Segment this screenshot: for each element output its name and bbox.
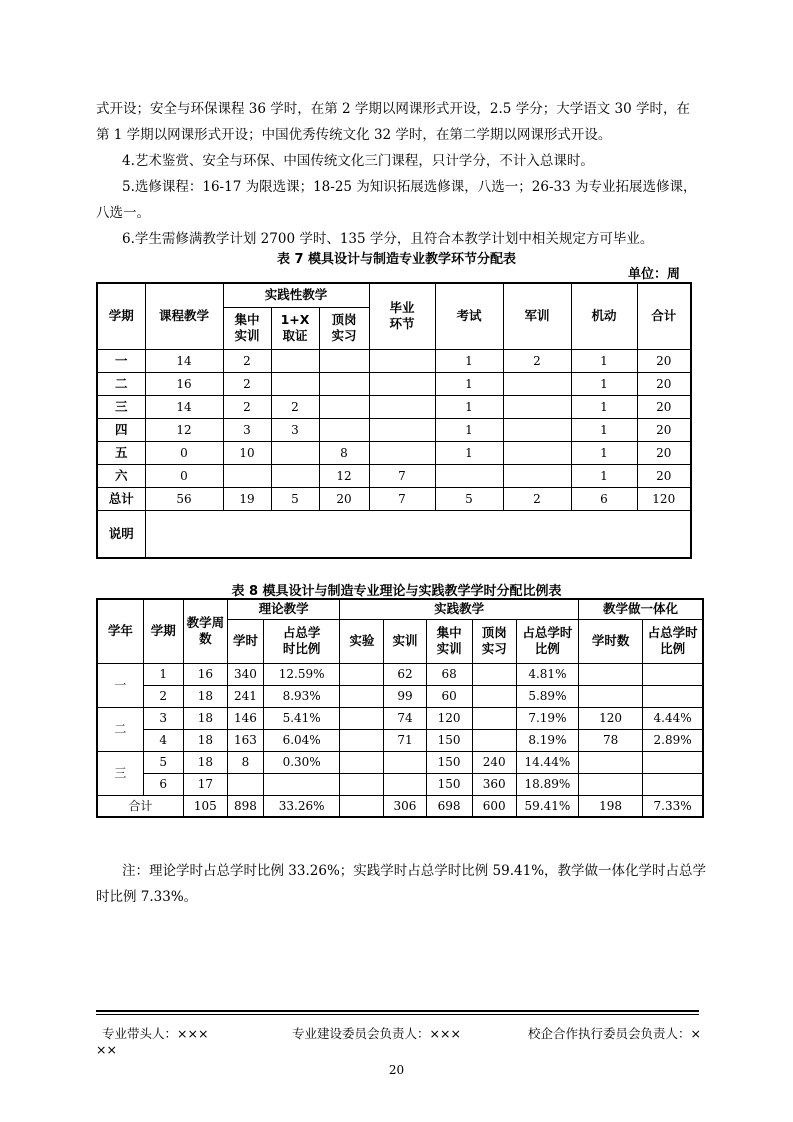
t8-cell: 18 [183, 729, 227, 751]
footer-rule [96, 1010, 699, 1012]
t7-cell: 20 [637, 372, 691, 395]
t7-cell: 1 [435, 418, 503, 441]
t7-cell: 12 [145, 418, 223, 441]
paragraph-line: 式开设；安全与环保课程 36 学时，在第 2 学期以网课形式开设，2.5 学分；大学语文 30 学时，在 [96, 101, 690, 117]
t7-header-term: 学期 [97, 283, 145, 349]
t8-cell [264, 773, 340, 795]
t8-header-theory: 理论教学 [227, 599, 339, 619]
footer-school: 校企合作执行委员会负责人：× [528, 1026, 701, 1041]
t8-cell: 150 [426, 773, 472, 795]
t8-cell: 74 [384, 707, 426, 729]
t7-cell [271, 349, 319, 372]
t7-note-label: 说明 [97, 510, 145, 558]
t8-cell [579, 751, 643, 773]
t8-total-cell: 198 [579, 795, 643, 817]
t7-cell [319, 349, 369, 372]
footer-committee: 专业建设委员会负责人：××× [292, 1026, 461, 1041]
t8-cell: 18 [183, 751, 227, 773]
table7-unit: 单位：周 [628, 267, 681, 282]
t7-cell: 20 [637, 395, 691, 418]
t8-header-practice: 实践教学 [340, 599, 579, 619]
t7-header-grad: 毕业 环节 [369, 283, 435, 349]
t7-cell: 7 [369, 487, 435, 510]
table8-caption: 表 8 模具设计与制造专业理论与实践教学学时分配比例表 [231, 584, 562, 599]
paragraph-line: 八选一。 [96, 205, 150, 221]
t7-header-internship: 顶岗 实习 [319, 307, 369, 349]
t7-cell: 5 [271, 487, 319, 510]
t8-cell [643, 751, 703, 773]
t7-note-content [145, 510, 691, 558]
t8-cell [340, 729, 384, 751]
t8-cell [579, 663, 643, 685]
t7-cell: 1 [571, 349, 637, 372]
t8-cell: 241 [227, 685, 263, 707]
t7-header-military: 军训 [503, 283, 571, 349]
t8-cell: 120 [579, 707, 643, 729]
t8-cell: 62 [384, 663, 426, 685]
t7-cell [271, 372, 319, 395]
t7-cell: 20 [319, 487, 369, 510]
t8-cell: 5.41% [264, 707, 340, 729]
table8-row [97, 729, 703, 751]
t7-cell [319, 372, 369, 395]
t8-cell: 68 [426, 663, 472, 685]
t8-cell: 7.19% [516, 707, 578, 729]
t7-cell: 8 [319, 441, 369, 464]
t8-header-hours: 学时 [227, 619, 263, 663]
table7-row [97, 418, 691, 441]
t8-cell [579, 773, 643, 795]
t8-total-cell: 898 [227, 795, 263, 817]
t7-cell: 2 [271, 395, 319, 418]
t8-cell: 12.59% [264, 663, 340, 685]
t7-cell [319, 418, 369, 441]
t8-cell [340, 773, 384, 795]
table7-row [97, 349, 691, 372]
t8-cell: 150 [426, 751, 472, 773]
t7-cell: 1 [571, 418, 637, 441]
t8-cell: 6 [143, 773, 183, 795]
t7-cell: 2 [223, 395, 271, 418]
t7-cell: 3 [271, 418, 319, 441]
t8-header-experiment: 实验 [340, 619, 384, 663]
t7-row-term: 四 [97, 418, 145, 441]
t8-header-integrated: 教学做一体化 [579, 599, 704, 619]
t8-cell: 2.89% [643, 729, 703, 751]
note-line: 时比例 7.33%。 [96, 889, 198, 905]
t7-cell [369, 349, 435, 372]
t7-cell: 14 [145, 349, 223, 372]
table8-row [97, 773, 703, 795]
t7-cell [435, 464, 503, 487]
t8-year: 一 [97, 663, 143, 707]
t7-header-flex: 机动 [571, 283, 637, 349]
t8-total-cell: 59.41% [516, 795, 578, 817]
t8-cell: 5.89% [516, 685, 578, 707]
t7-cell: 2 [223, 349, 271, 372]
t8-total-cell: 600 [472, 795, 516, 817]
t8-cell: 2 [143, 685, 183, 707]
table7-row [97, 395, 691, 418]
t7-cell: 1 [571, 395, 637, 418]
t8-cell: 146 [227, 707, 263, 729]
t8-cell [472, 663, 516, 685]
t7-cell: 1 [571, 441, 637, 464]
t8-cell: 8.19% [516, 729, 578, 751]
t8-cell [340, 663, 384, 685]
t7-cell: 3 [223, 418, 271, 441]
t7-cell: 10 [223, 441, 271, 464]
t7-row-term: 总计 [97, 487, 145, 510]
t8-header-year: 学年 [97, 599, 143, 663]
t7-cell [369, 418, 435, 441]
t7-cell: 2 [223, 372, 271, 395]
t7-row-term: 六 [97, 464, 145, 487]
t7-cell: 20 [637, 418, 691, 441]
t7-cell: 6 [571, 487, 637, 510]
t7-cell: 16 [145, 372, 223, 395]
t8-cell: 99 [384, 685, 426, 707]
t7-cell [503, 441, 571, 464]
t8-cell [340, 685, 384, 707]
note-line: 注：理论学时占总学时比例 33.26%；实践学时占总学时比例 59.41%，教学做一体化学时占总学 [122, 863, 707, 879]
table7-row [97, 441, 691, 464]
t7-cell: 2 [503, 349, 571, 372]
t8-cell: 16 [183, 663, 227, 685]
t7-cell [503, 395, 571, 418]
table8 [96, 598, 704, 818]
table7-row [97, 464, 691, 487]
t8-year: 二 [97, 707, 143, 751]
t8-cell: 18 [183, 685, 227, 707]
t7-header-1x: 1+X 取证 [271, 307, 319, 349]
t8-cell [579, 685, 643, 707]
table7-row [97, 487, 691, 510]
t7-cell: 20 [637, 441, 691, 464]
t8-cell: 5 [143, 751, 183, 773]
t7-row-term: 二 [97, 372, 145, 395]
t8-cell: 78 [579, 729, 643, 751]
footer-school-wrap: ×× [96, 1042, 117, 1057]
t8-year: 三 [97, 751, 143, 795]
t7-cell: 1 [435, 441, 503, 464]
t8-cell: 4.44% [643, 707, 703, 729]
t8-cell [643, 685, 703, 707]
t8-total-cell [340, 795, 384, 817]
footer-rule-thin [96, 1014, 699, 1015]
t7-row-term: 五 [97, 441, 145, 464]
t8-cell: 18 [183, 707, 227, 729]
t8-header-practice-ratio: 占总学时 比例 [516, 619, 578, 663]
t8-cell [227, 773, 263, 795]
t7-cell [223, 464, 271, 487]
t8-cell: 120 [426, 707, 472, 729]
t7-cell: 1 [571, 464, 637, 487]
t8-header-concentrated: 集中 实训 [426, 619, 472, 663]
table7-row [97, 372, 691, 395]
t8-cell [384, 773, 426, 795]
t8-cell: 8.93% [264, 685, 340, 707]
t8-header-training: 实训 [384, 619, 426, 663]
t7-row-term: 三 [97, 395, 145, 418]
t8-header-weeks: 教学周 数 [183, 599, 227, 663]
t7-cell: 1 [571, 372, 637, 395]
page-number: 20 [388, 1063, 405, 1077]
table8-row [97, 685, 703, 707]
paragraph-line: 4.艺术鉴赏、安全与环保、中国传统文化三门课程，只计学分，不计入总课时。 [122, 153, 594, 169]
t8-header-integrated-hours: 学时数 [579, 619, 643, 663]
t7-cell [369, 395, 435, 418]
t8-total-cell: 105 [183, 795, 227, 817]
t7-cell [503, 418, 571, 441]
t7-cell: 2 [503, 487, 571, 510]
t8-cell: 360 [472, 773, 516, 795]
t7-cell [271, 441, 319, 464]
t7-cell: 1 [435, 395, 503, 418]
t7-cell: 0 [145, 441, 223, 464]
t7-cell [369, 372, 435, 395]
t8-total-cell: 33.26% [264, 795, 340, 817]
t8-cell: 150 [426, 729, 472, 751]
t8-cell [643, 663, 703, 685]
table8-total-row [97, 795, 703, 817]
t8-cell: 6.04% [264, 729, 340, 751]
t8-cell: 60 [426, 685, 472, 707]
t8-cell [472, 729, 516, 751]
t8-header-internship: 顶岗 实习 [472, 619, 516, 663]
t7-cell: 19 [223, 487, 271, 510]
t7-cell: 14 [145, 395, 223, 418]
t8-cell: 14.44% [516, 751, 578, 773]
t8-cell [340, 751, 384, 773]
table7-caption: 表 7 模具设计与制造专业教学环节分配表 [276, 252, 517, 267]
t7-cell: 12 [319, 464, 369, 487]
t7-cell [369, 441, 435, 464]
t7-header-exam: 考试 [435, 283, 503, 349]
t7-cell: 120 [637, 487, 691, 510]
t8-total-cell: 306 [384, 795, 426, 817]
t8-cell: 3 [143, 707, 183, 729]
t7-cell: 20 [637, 349, 691, 372]
t7-header-concentrated: 集中 实训 [223, 307, 271, 349]
t7-cell [503, 372, 571, 395]
table8-row [97, 751, 703, 773]
t8-header-term: 学期 [143, 599, 183, 663]
t7-cell: 20 [637, 464, 691, 487]
t7-cell [271, 464, 319, 487]
paragraph-line: 5.选修课程：16-17 为限选课；18-25 为知识拓展选修课，八选一；26-33 为专业拓展选修课， [122, 179, 697, 195]
t7-cell [503, 464, 571, 487]
t7-cell: 5 [435, 487, 503, 510]
t8-cell: 8 [227, 751, 263, 773]
t8-header-ratio: 占总学 时比例 [264, 619, 340, 663]
footer-lead: 专业带头人：××× [102, 1026, 209, 1041]
t7-header-practice: 实践性教学 [223, 283, 369, 307]
t8-cell: 340 [227, 663, 263, 685]
t8-cell [472, 707, 516, 729]
t8-total-cell: 7.33% [643, 795, 703, 817]
t7-header-total: 合计 [637, 283, 691, 349]
t8-header-integrated-ratio: 占总学时 比例 [643, 619, 703, 663]
t7-cell: 0 [145, 464, 223, 487]
t8-cell: 0.30% [264, 751, 340, 773]
t7-cell: 7 [369, 464, 435, 487]
t8-cell [472, 685, 516, 707]
t7-cell [319, 395, 369, 418]
t8-cell [384, 751, 426, 773]
t8-cell: 4 [143, 729, 183, 751]
t8-cell: 163 [227, 729, 263, 751]
paragraph-line: 第 1 学期以网课形式开设；中国优秀传统文化 32 学时，在第二学期以网课形式开设。 [96, 127, 612, 143]
t8-cell: 71 [384, 729, 426, 751]
t7-cell: 1 [435, 372, 503, 395]
t7-row-term: 一 [97, 349, 145, 372]
t8-cell [643, 773, 703, 795]
table8-row [97, 663, 703, 685]
t7-cell: 56 [145, 487, 223, 510]
t7-header-course: 课程教学 [145, 283, 223, 349]
paragraph-line: 6.学生需修满教学计划 2700 学时、135 学分，且符合本教学计划中相关规定方可毕业。 [122, 231, 654, 247]
t7-cell: 1 [435, 349, 503, 372]
t8-cell: 18.89% [516, 773, 578, 795]
t8-cell: 17 [183, 773, 227, 795]
t8-cell: 1 [143, 663, 183, 685]
t8-cell: 4.81% [516, 663, 578, 685]
table8-row [97, 707, 703, 729]
table7 [96, 282, 692, 559]
t8-cell [340, 707, 384, 729]
t8-total-label: 合计 [97, 795, 183, 817]
t8-cell: 240 [472, 751, 516, 773]
t8-total-cell: 698 [426, 795, 472, 817]
